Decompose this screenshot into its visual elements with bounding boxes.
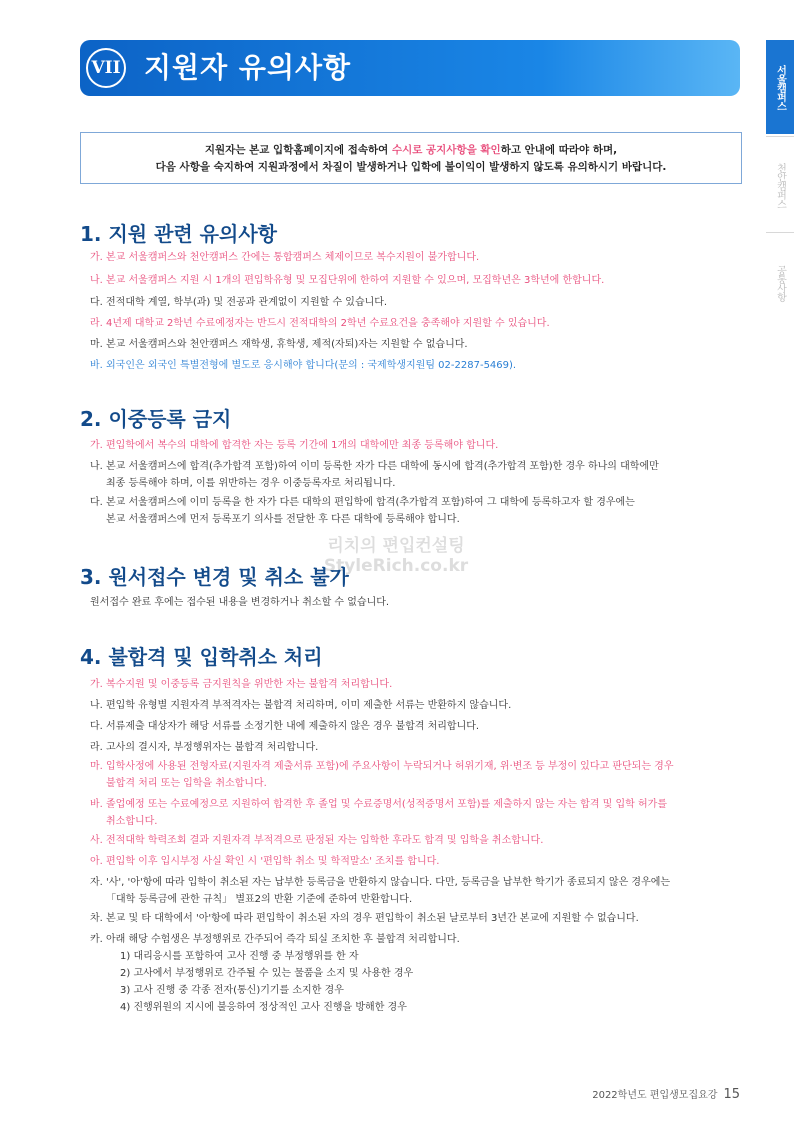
side-tab-common[interactable]: 공통사항 xyxy=(774,265,786,301)
list-item: 원서접수 완료 후에는 접수된 내용을 변경하거나 취소할 수 없습니다. xyxy=(90,597,390,608)
list-item: 나. 편입학 유형별 지원자격 부적격자는 불합격 처리하며, 이미 제출한 서류는 반환하지 않습니다. xyxy=(90,700,512,711)
side-tab-divider xyxy=(766,232,794,233)
page-footer xyxy=(592,1086,740,1102)
section-banner xyxy=(80,40,740,96)
list-item: 마. 본교 서울캠퍼스와 천안캠퍼스 재학생, 휴학생, 제적(자퇴)자는 지원할 수 없습니다. xyxy=(90,339,468,350)
list-item: 바. 외국인은 외국인 특별전형에 별도로 응시해야 합니다(문의 : 국제학생지원팀 02-2287-5469). xyxy=(90,360,517,371)
side-tab-cheonan-campus[interactable]: 천안캠퍼스 xyxy=(774,162,786,208)
list-item: 사. 전적대학 학력조회 결과 지원자격 부적격으로 판정된 자는 입학한 후라도 합격 및 입학을 취소합니다. xyxy=(90,835,544,846)
sub-list-item: 3) 고사 진행 중 각종 전자(통신)기기를 소지한 경우 xyxy=(120,985,344,996)
section-title-1: 1. 지원 관련 유의사항 xyxy=(80,222,277,246)
list-item: 다. 서류제출 대상자가 해당 서류를 소정기한 내에 제출하지 않은 경우 불합격 처리합니다. xyxy=(90,721,480,732)
sub-list-item: 1) 대리응시를 포함하여 고사 진행 중 부정행위를 한 자 xyxy=(120,951,359,962)
list-item: 마. 입학사정에 사용된 전형자료(지원자격 제출서류 포함)에 주요사항이 누락되거나 허위기재, 위·변조 등 부정이 있다고 판단되는 경우 불합격 처리 또는 입학을 취소합니다. xyxy=(90,761,674,789)
list-item: 가. 본교 서울캠퍼스와 천안캠퍼스 간에는 통합캠퍼스 체제이므로 복수지원이 불가합니다. xyxy=(90,252,480,263)
roman-numeral-badge: VII xyxy=(86,48,126,88)
page-number: 15 xyxy=(723,1087,740,1102)
list-item: 라. 4년제 대학교 2학년 수료예정자는 반드시 전적대학의 2학년 수료요건을 충족해야 지원할 수 있습니다. xyxy=(90,318,550,329)
list-item: 다. 전적대학 계열, 학부(과) 및 전공과 관계없이 지원할 수 있습니다. xyxy=(90,297,388,308)
side-tab-divider xyxy=(766,136,794,137)
section-title-3: 3. 원서접수 변경 및 취소 불가 xyxy=(80,565,349,589)
notice-highlight: 수시로 공지사항을 확인 xyxy=(391,144,501,156)
list-item: 바. 졸업예정 또는 수료예정으로 지원하여 합격한 후 졸업 및 수료증명서(성적증명서 포함)를 제출하지 않는 자는 합격 및 입학 허가를 취소합니다. xyxy=(90,799,667,827)
sub-list-item: 2) 고사에서 부정행위로 간주될 수 있는 물품을 소지 및 사용한 경우 xyxy=(120,968,414,979)
list-item: 가. 편입학에서 복수의 대학에 합격한 자는 등록 기간에 1개의 대학에만 최종 등록해야 합니다. xyxy=(90,440,499,451)
page-title: 지원자 유의사항 xyxy=(144,51,352,84)
section-title-4: 4. 불합격 및 입학취소 처리 xyxy=(80,645,323,669)
list-item: 다. 본교 서울캠퍼스에 이미 등록을 한 자가 다른 대학의 편입학에 합격(추가합격 포함)하여 그 대학에 등록하고자 할 경우에는 본교 서울캠퍼스에 먼저 등록포기 의사를 전달한 후 다른 대학에 등록해야 합니다. xyxy=(90,497,635,525)
list-item: 나. 본교 서울캠퍼스 지원 시 1개의 편입학유형 및 모집단위에 한하여 지원할 수 있으며, 모집학년은 3학년에 한합니다. xyxy=(90,275,605,286)
notice-line-1: 지원자는 본교 입학홈페이지에 접속하여 수시로 공지사항을 확인하고 안내에 따라야 하며, xyxy=(204,144,618,156)
notice-line-2: 다음 사항을 숙지하여 지원과정에서 차질이 발생하거나 입학에 불이익이 발생하지 않도록 유의하시기 바랍니다. xyxy=(155,161,667,173)
list-item: 카. 아래 해당 수험생은 부정행위로 간주되어 즉각 퇴실 조치한 후 불합격 처리합니다. xyxy=(90,934,460,945)
list-item: 라. 고사의 결시자, 부정행위자는 불합격 처리합니다. xyxy=(90,742,319,753)
section-title-2: 2. 이중등록 금지 xyxy=(80,407,232,431)
list-item: 자. '사', '아'항에 따라 입학이 취소된 자는 납부한 등록금을 반환하지 않습니다. 다만, 등록금을 납부한 학기가 종료되지 않은 경우에는 「대학 등록금에 관한 규칙」 별표2의 반환 기준에 준하여 반환합니다. xyxy=(90,877,671,905)
watermark: 리치의 편입컨설팅 StyleRich.co.kr xyxy=(323,536,469,576)
list-item: 아. 편입학 이후 입시부정 사실 확인 시 '편입학 취소 및 학적말소' 조치를 합니다. xyxy=(90,856,440,867)
list-item: 나. 본교 서울캠퍼스에 합격(추가합격 포함)하여 이미 등록한 자가 다른 대학에 동시에 합격(추가합격 포함)한 경우 하나의 대학에만 최종 등록해야 하며, 이를 위반하는 경우 이중등록자로 처리됩니다. xyxy=(90,461,659,489)
notice-box xyxy=(80,132,742,184)
list-item: 차. 본교 및 타 대학에서 '아'항에 따라 편입학이 취소된 자의 경우 편입학이 취소된 날로부터 3년간 본교에 지원할 수 없습니다. xyxy=(90,913,639,924)
side-tab-seoul-campus[interactable]: 서울캠퍼스 xyxy=(766,40,794,134)
list-item: 가. 복수지원 및 이중등록 금지원칙을 위반한 자는 불합격 처리합니다. xyxy=(90,679,393,690)
footer-label: 2022학년도 편입생모집요강 xyxy=(592,1090,718,1101)
sub-list-item: 4) 진행위원의 지시에 불응하여 정상적인 고사 진행을 방해한 경우 xyxy=(120,1002,407,1013)
